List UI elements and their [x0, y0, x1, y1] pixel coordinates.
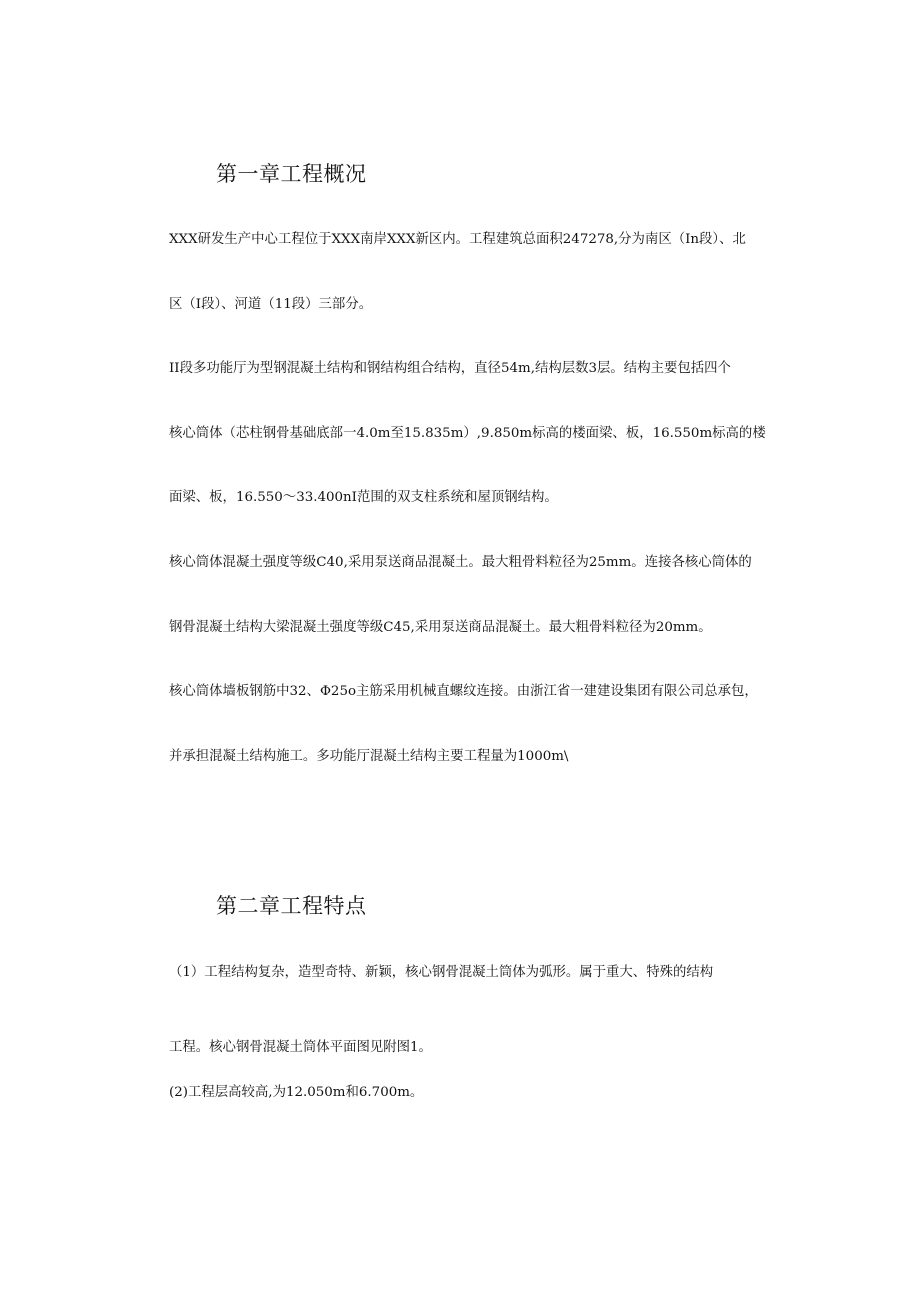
chapter-1-line-7: 钢骨混凝土结构大梁混凝土强度等级C45,采用泵送商品混凝土。最大粗骨料粒径为20mm。	[169, 620, 712, 635]
chapter-1-line-8: 核心筒体墙板钢筋中32、Φ25o主筋采用机械直螺纹连接。由浙江省一建建设集团有限公司总承包，	[169, 684, 758, 699]
chapter-1-heading: 第一章工程概况	[216, 162, 367, 186]
chapter-1-line-3: II段多功能厅为型钢混凝土结构和钢结构组合结构，直径54m,结构层数3层。结构主要包括四个	[169, 361, 731, 376]
chapter-1-line-1: XXX研发生产中心工程位于XXX南岸XXX新区内。工程建筑总面积247278,分为南区（In段）、北	[169, 232, 746, 247]
chapter-1-line-2: 区（I段）、河道（11段）三部分。	[169, 297, 373, 312]
chapter-1-line-4: 核心筒体（芯柱钢骨基础底部一4.0m至15.835m）,9.850m标高的楼面梁、板，16.550m标高的楼	[169, 426, 766, 441]
chapter-2-line-3: (2)工程层高较高,为12.050m和6.700m。	[169, 1085, 424, 1100]
chapter-1-line-6: 核心筒体混凝土强度等级C40,采用泵送商品混凝土。最大粗骨料粒径为25mm。连接各核心筒体的	[169, 555, 752, 570]
chapter-2-line-2: 工程。核心钢骨混凝土筒体平面图见附图1。	[169, 1040, 432, 1055]
chapter-1-line-9: 并承担混凝土结构施工。多功能厅混凝土结构主要工程量为1000m\	[169, 749, 569, 764]
chapter-2-line-1: （1）工程结构复杂，造型奇特、新颖，核心钢骨混凝土筒体为弧形。属于重大、特殊的结构	[169, 965, 714, 980]
chapter-1-line-5: 面梁、板，16.550～33.400nI范围的双支柱系统和屋顶钢结构。	[169, 490, 558, 505]
chapter-2-heading: 第二章工程特点	[216, 894, 367, 918]
